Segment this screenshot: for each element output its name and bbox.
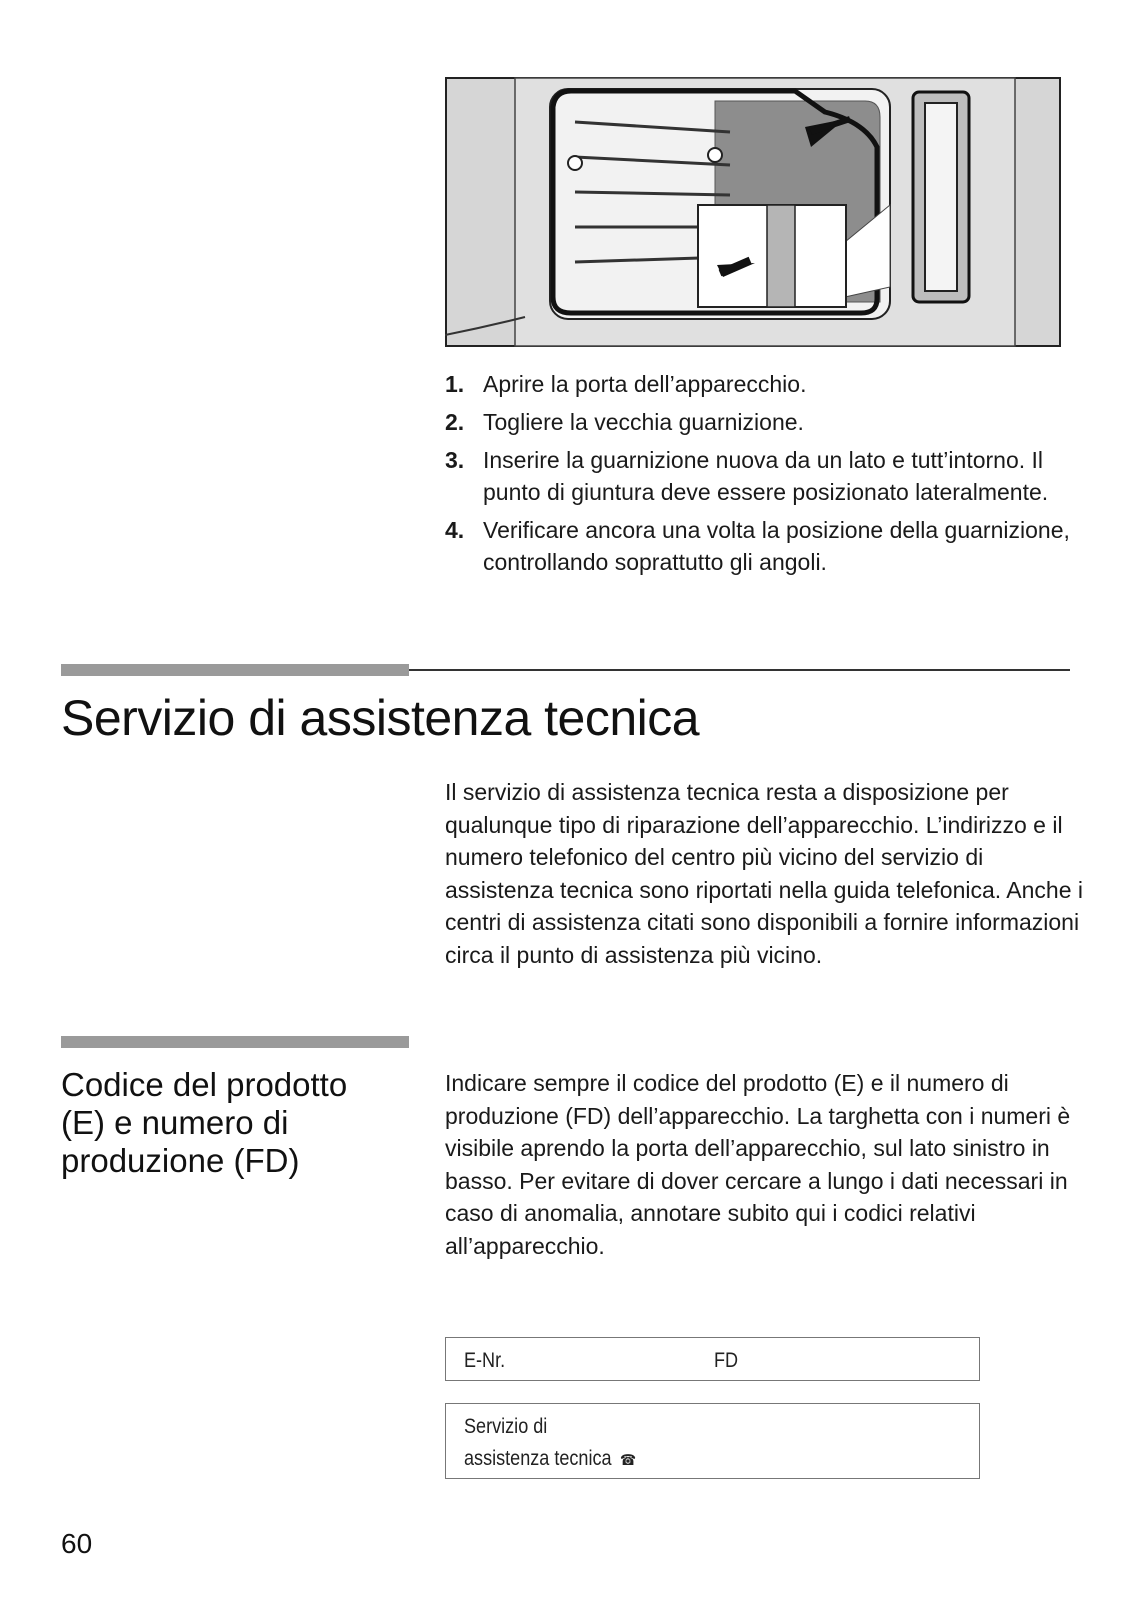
- step-text: Verificare ancora una volta la posizione della guarnizione, controllando soprattutto gli angoli.: [483, 517, 1070, 575]
- service-label-line2: assistenza tecnica: [464, 1447, 612, 1470]
- oven-seal-illustration: [445, 77, 1061, 347]
- section-intro-text: Il servizio di assistenza tecnica resta a disposizione per qualunque tipo di riparazione dell’apparecchio. L’indirizzo e il numero telefonico del centro più vicino del servizio di assistenza tecnica sono riportati nella guida telefonica. Anche i centri di assistenza citati sono disponibili a fornire informazioni circa il punto di assistenza più vicino.: [445, 779, 1084, 968]
- subsection-title: Codice del prodotto (E) e numero di produzione (FD): [61, 1066, 348, 1179]
- step-text: Togliere la vecchia guarnizione.: [483, 409, 804, 435]
- e-nr-label: E-Nr.: [464, 1349, 506, 1372]
- instruction-steps: [445, 368, 1085, 584]
- step-text: Inserire la guarnizione nuova da un lato e tutt’intorno. Il punto di giuntura deve essere posizionato lateralmente.: [483, 447, 1049, 505]
- fd-label: FD: [714, 1349, 739, 1372]
- step-number: 4.: [445, 517, 465, 543]
- section-divider-rule: [409, 669, 1070, 671]
- step-number: 3.: [445, 447, 465, 473]
- step-text: Aprire la porta dell’apparecchio.: [483, 371, 807, 397]
- subsection-body-text: Indicare sempre il codice del prodotto (E) e il numero di produzione (FD) dell’apparecchio. La targhetta con i numeri è visibile aprendo la porta dell’apparecchio, sul lato sinistro in basso. Per evitare di dover cercare a lungo i dati necessari in caso di anomalia, annotare subito qui i codici relativi all’apparecchio.: [445, 1070, 1071, 1259]
- product-codes-field[interactable]: [445, 1337, 980, 1381]
- service-label: [464, 1411, 636, 1477]
- list-item: [445, 368, 1085, 400]
- section-title: Servizio di assistenza tecnica: [61, 690, 700, 746]
- phone-icon: ☎: [620, 1452, 637, 1469]
- service-label-line1: Servizio di: [464, 1415, 548, 1438]
- subsection-divider-bar: [61, 1036, 409, 1048]
- step-number: 2.: [445, 409, 465, 435]
- page-number: 60: [61, 1528, 93, 1559]
- list-item: [445, 444, 1085, 508]
- list-item: [445, 514, 1085, 578]
- list-item: [445, 406, 1085, 438]
- service-contact-field[interactable]: [445, 1403, 980, 1479]
- section-divider-bar: [61, 664, 409, 676]
- step-number: 1.: [445, 371, 465, 397]
